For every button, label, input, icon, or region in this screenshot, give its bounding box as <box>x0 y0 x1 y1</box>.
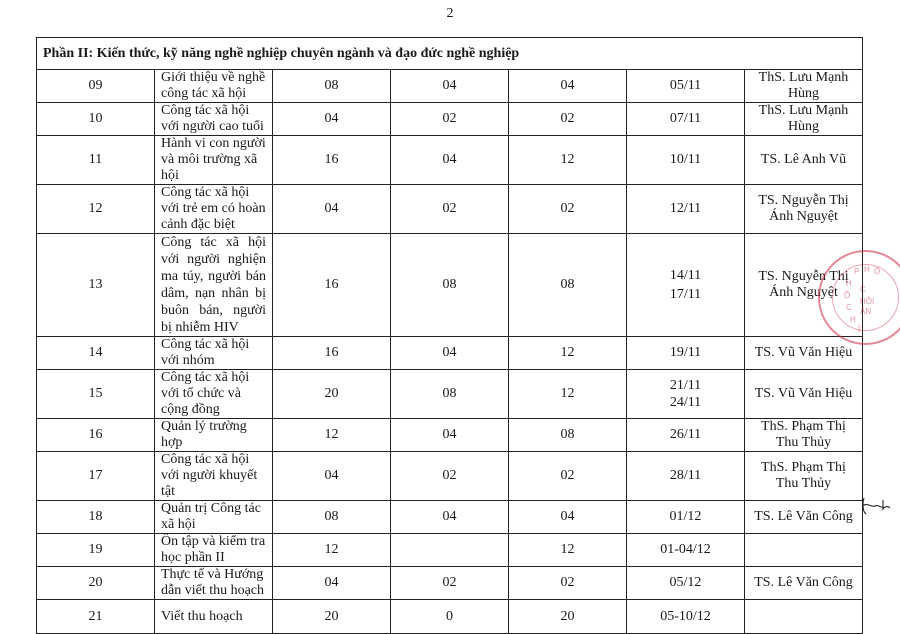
table-row <box>37 337 863 370</box>
theory-hours: 02 <box>391 103 509 136</box>
row-number: 17 <box>37 452 155 501</box>
date: 19/11 <box>627 337 745 370</box>
date: 14/11 <box>669 268 702 283</box>
svg-text:P: P <box>854 267 860 276</box>
table-row <box>37 70 863 103</box>
theory-hours: 04 <box>391 337 509 370</box>
row-number: 18 <box>37 501 155 534</box>
practice-hours: 12 <box>509 337 627 370</box>
course-title: Công tác xã hội với tổ chức và cộng đồng <box>155 370 273 419</box>
theory-hours: 04 <box>391 419 509 452</box>
theory-hours: 04 <box>391 501 509 534</box>
total-hours: 12 <box>273 534 391 567</box>
lecturer: ThS. Lưu Mạnh Hùng <box>745 70 863 103</box>
lecturer <box>745 600 863 634</box>
practice-hours: 02 <box>509 185 627 234</box>
date: 05/11 <box>627 70 745 103</box>
course-title: Công tác xã hội với người khuyết tật <box>155 452 273 501</box>
date: 28/11 <box>627 452 745 501</box>
date-second: 17/11 <box>669 287 702 302</box>
practice-hours: 04 <box>509 70 627 103</box>
course-title: Công tác xã hội với người nghiện ma túy, người bán dâm, nạn nhân bị buôn bán, người bị nhiễm HIV <box>155 234 273 337</box>
total-hours: 12 <box>273 419 391 452</box>
lecturer: TS. Lê Anh Vũ <box>745 136 863 185</box>
practice-hours: 02 <box>509 452 627 501</box>
svg-text:H: H <box>850 315 856 324</box>
svg-text:ÂN: ÂN <box>860 307 872 316</box>
svg-text:C: C <box>860 285 866 294</box>
theory-hours: 08 <box>391 370 509 419</box>
course-schedule-table <box>36 37 863 634</box>
theory-hours: 04 <box>391 70 509 103</box>
practice-hours: 08 <box>509 419 627 452</box>
date: 07/11 <box>627 103 745 136</box>
total-hours: 04 <box>273 103 391 136</box>
table-row <box>37 600 863 634</box>
theory-hours: 02 <box>391 185 509 234</box>
lecturer: TS. Vũ Văn Hiệu <box>745 337 863 370</box>
table-row <box>37 419 863 452</box>
lecturer: TS. Vũ Văn Hiệu <box>745 370 863 419</box>
date: 10/11 <box>627 136 745 185</box>
table-row <box>37 534 863 567</box>
course-title: Hành vi con người và môi trường xã hội <box>155 136 273 185</box>
course-title: Quản trị Công tác xã hội <box>155 501 273 534</box>
date-cell <box>627 370 745 419</box>
svg-text:Í: Í <box>858 325 861 334</box>
theory-hours <box>391 534 509 567</box>
lecturer: TS. Lê Văn Công <box>745 567 863 600</box>
total-hours: 08 <box>273 501 391 534</box>
total-hours: 16 <box>273 337 391 370</box>
svg-text:C: C <box>846 303 852 312</box>
date: 01/12 <box>627 501 745 534</box>
total-hours: 04 <box>273 185 391 234</box>
table-row <box>37 234 863 337</box>
section-title: Phần II: Kiến thức, kỹ năng nghề nghiệp chuyên ngành và đạo đức nghề nghiệp <box>37 38 863 70</box>
practice-hours: 12 <box>509 370 627 419</box>
svg-text:H: H <box>864 265 870 274</box>
lecturer <box>745 534 863 567</box>
svg-text:HỘI: HỘI <box>860 297 875 306</box>
row-number: 09 <box>37 70 155 103</box>
lecturer: ThS. Phạm Thị Thu Thủy <box>745 452 863 501</box>
course-title: Công tác xã hội với trẻ em có hoàn cảnh đặc biệt <box>155 185 273 234</box>
date: 05-10/12 <box>627 600 745 634</box>
row-number: 15 <box>37 370 155 419</box>
theory-hours: 04 <box>391 136 509 185</box>
practice-hours: 12 <box>509 136 627 185</box>
theory-hours: 02 <box>391 452 509 501</box>
course-title: Thực tế và Hướng dẫn viết thu hoạch <box>155 567 273 600</box>
table-row <box>37 136 863 185</box>
table-row <box>37 103 863 136</box>
lecturer: ThS. Lưu Mạnh Hùng <box>745 103 863 136</box>
svg-text:Ố: Ố <box>874 267 881 276</box>
course-title: Ôn tập và kiểm tra học phần II <box>155 534 273 567</box>
course-title: Quản lý trường hợp <box>155 419 273 452</box>
date: 05/12 <box>627 567 745 600</box>
practice-hours: 12 <box>509 534 627 567</box>
practice-hours: 20 <box>509 600 627 634</box>
total-hours: 20 <box>273 370 391 419</box>
date: 01-04/12 <box>627 534 745 567</box>
total-hours: 04 <box>273 452 391 501</box>
lecturer: TS. Nguyễn Thị Ánh Nguyệt <box>745 234 863 337</box>
practice-hours: 02 <box>509 103 627 136</box>
row-number: 13 <box>37 234 155 337</box>
svg-text:Ồ: Ồ <box>844 291 851 300</box>
course-title: Giới thiệu về nghề công tác xã hội <box>155 70 273 103</box>
handwritten-signature <box>858 494 896 518</box>
total-hours: 16 <box>273 234 391 337</box>
svg-text:H: H <box>846 279 852 288</box>
total-hours: 16 <box>273 136 391 185</box>
practice-hours: 08 <box>509 234 627 337</box>
date-second: 24/11 <box>669 395 702 410</box>
practice-hours: 02 <box>509 567 627 600</box>
table-row <box>37 452 863 501</box>
date: 12/11 <box>627 185 745 234</box>
course-title: Công tác xã hội với người cao tuổi <box>155 103 273 136</box>
theory-hours: 0 <box>391 600 509 634</box>
date: 21/11 <box>669 378 702 393</box>
total-hours: 08 <box>273 70 391 103</box>
row-number: 12 <box>37 185 155 234</box>
table-row <box>37 567 863 600</box>
row-number: 10 <box>37 103 155 136</box>
date: 26/11 <box>627 419 745 452</box>
row-number: 19 <box>37 534 155 567</box>
lecturer: TS. Lê Văn Công <box>745 501 863 534</box>
total-hours: 04 <box>273 567 391 600</box>
row-number: 11 <box>37 136 155 185</box>
practice-hours: 04 <box>509 501 627 534</box>
lecturer: TS. Nguyễn Thị Ánh Nguyệt <box>745 185 863 234</box>
total-hours: 20 <box>273 600 391 634</box>
table-row <box>37 501 863 534</box>
row-number: 16 <box>37 419 155 452</box>
section-header-row <box>37 38 863 70</box>
theory-hours: 08 <box>391 234 509 337</box>
row-number: 20 <box>37 567 155 600</box>
page-number: 2 <box>446 6 454 21</box>
lecturer: ThS. Phạm Thị Thu Thủy <box>745 419 863 452</box>
row-number: 14 <box>37 337 155 370</box>
course-title: Viết thu hoạch <box>155 600 273 634</box>
course-title: Công tác xã hội với nhóm <box>155 337 273 370</box>
date-cell <box>627 234 745 337</box>
table-row <box>37 185 863 234</box>
row-number: 21 <box>37 600 155 634</box>
table-row <box>37 370 863 419</box>
theory-hours: 02 <box>391 567 509 600</box>
